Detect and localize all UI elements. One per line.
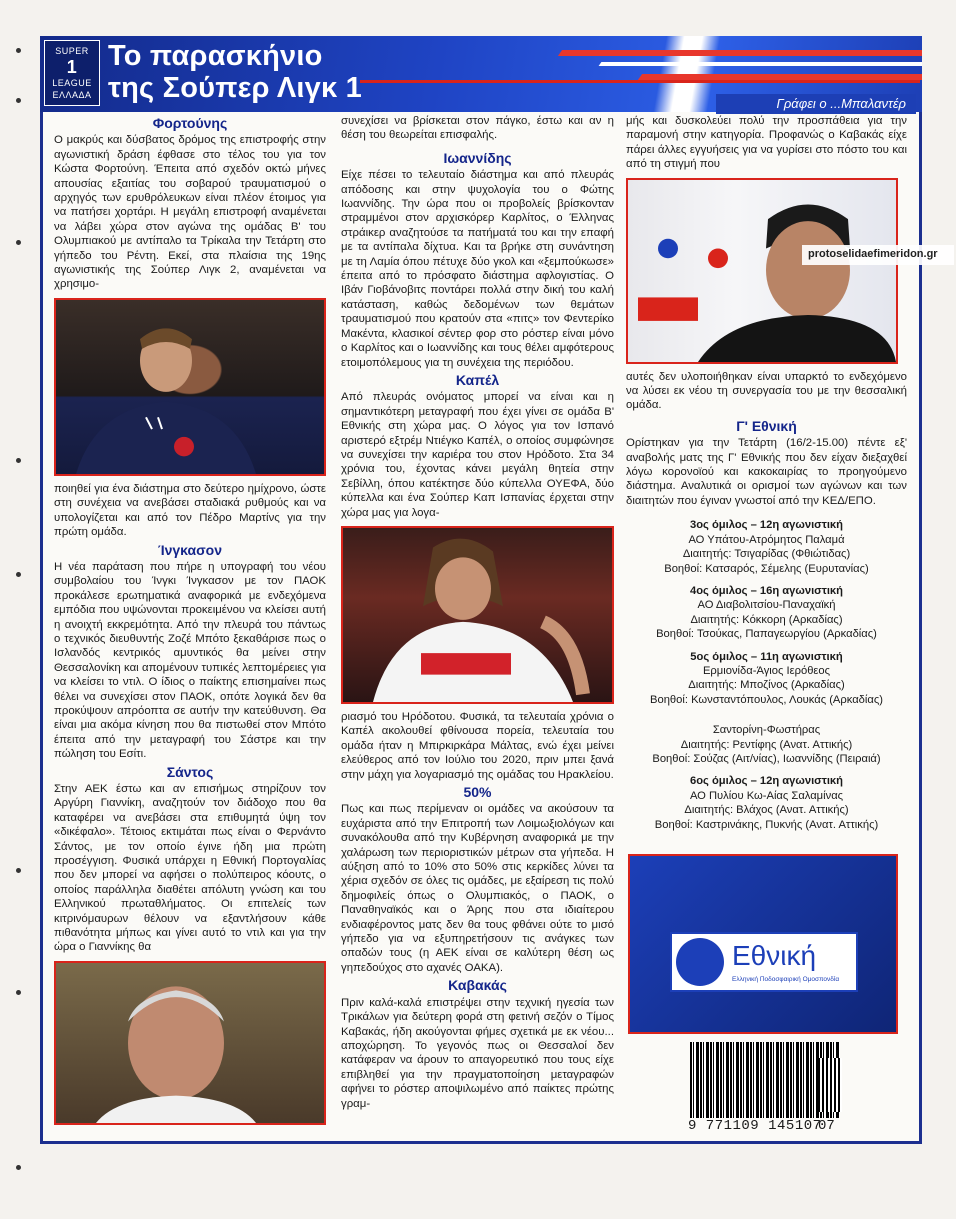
barcode-number: 9 771109 145107 bbox=[688, 1118, 822, 1134]
binding-hole bbox=[16, 98, 21, 103]
watermark: protoselidaefimeridon.gr bbox=[802, 245, 954, 265]
section-title-kavakas: Καβακάς bbox=[448, 977, 507, 994]
football-icon bbox=[676, 938, 724, 986]
photo-santos bbox=[54, 961, 326, 1125]
player-celebrating-icon bbox=[343, 528, 612, 702]
player-silhouette-icon bbox=[56, 300, 324, 474]
fixture-referee: Διαιτητής: Βλάχος (Ανατ. Αττικής) bbox=[684, 804, 849, 817]
page-title bbox=[108, 40, 362, 104]
logo-number: 1 bbox=[66, 57, 78, 77]
fixture-heading: 4ος όμιλος – 16η αγωνιστική bbox=[689, 584, 844, 597]
article-paragraph: μής και δυσκολεύει πολύ την προσπάθεια για την παραμονή στην κατηγορία. Προφανώς ο Καβακάς είχε πάρει άλλες εγγυήσεις για να γυρίσει στο πόστο του και από τη στιγμή που bbox=[626, 115, 907, 171]
article-paragraph: Πως και πως περίμεναν οι ομάδες να ακούσουν τα ευχάριστα από την Επιτροπή των Λοιμωξιολόγων και συνακόλουθα από την Κυβέρνηση αναφορικά με την χαλάρωση των περιοριστικών μέτρων στα γήπεδα. Η αύξηση από το 10% στο 50% στις κερκίδες λύνει τα χέρια σχεδόν σε όλες τις ομάδες, με εξαίρεση τις πολύ δημοφιλείς όπως ο Ολυμπιακός, ο ΠΑΟΚ, ο Παναθηναϊκός και ο Άρης που στα ιδιαίτερου ενδιαφέροντος ματς δεν θα τους φθάνει ούτε το μισό γήπεδο για να εξυπηρετήσουν τις ανάγκες των οπαδών τους (η ΑΕΚ είναι σε καλύτερη θέση ως γηπεδούχος στο αχανές ΟΑΚΑ). bbox=[341, 803, 614, 974]
fixture-assistants: Βοηθοί: Τσούκας, Παπαγεωργίου (Αρκαδίας) bbox=[656, 628, 877, 641]
section-title-ioannidis: Ιωαννίδης bbox=[443, 149, 512, 166]
article-paragraph: ποιηθεί για ένα διάστημα στο δεύτερο ημίχρονο, ώστε στη συνέχεια να ανεβάσει σταδιακά ρυθμούς και να υπολογίζεται και από τον Πέδρο Μαρτίνς για την πρώτη ομάδα. bbox=[54, 482, 326, 539]
fixture-assistants: Βοηθοί: Καστρινάκης, Πυκνής (Ανατ. Αττικής) bbox=[654, 818, 879, 831]
binding-hole bbox=[16, 572, 21, 577]
issue-number: 07 bbox=[818, 1118, 835, 1134]
article-paragraph: Από πλευράς ονόματος μπορεί να είναι και η σημαντικότερη μεταγραφή που έχει γίνει σε ομάδα Β' Εθνικής στη χώρα μας. Ο λόγος για τον Ισπανό αριστερό εξτρέμ Ντιέγκο Καπέλ, ο οποίος συμφώνησε να συνεχίσει την καριέρα του στον Ηρόδοτο. Στα 34 χρόνια του, έχοντας κάνει μεγάλη θητεία στην Σεβίλλη, όπου κατέκτησε δύο κύπελλα ΟΥΕΦΑ, δύο κύπελλα και ένα Σούπερ Καπ Ισπανίας έρχεται στην χώρα μας για λογα- bbox=[341, 391, 614, 519]
fixture-referee: Διαιτητής: Μποζίνος (Αρκαδίας) bbox=[688, 679, 845, 692]
title-line-1: Το παρασκήνιο bbox=[108, 40, 323, 72]
article-paragraph: Η νέα παράταση που πήρε η υπογραφή του νέου συμβολαίου του Ίνγκι Ίνγκασον με τον ΠΑΟΚ προκάλεσε ερωτηματικά αναφορικά με ενδεχόμενα εμπόδια που υψώνονται προκειμένου να κλείσει αυτή η ανοιχτή εκκρεμότητα. Από την πλευρά του πάντως ο τεχνικός διευθυντής Ζοζέ Μπότο ξεκαθάρισε πως ο Ισλανδός κεντρικός αμυντικός θα μείνει στην Θεσσαλονίκη και απομένουν τυπικές λεπτομέρειες για να κλείσει το ντιλ. Ο ίδιος ο παίκτης επισημαίνει πως θέλει να συνεχίσει στον ΠΑΟΚ, οπότε λογικά δεν θα προκύψουν απρόοπτα σε αυτήν την κατεύθυνση. Θα είναι μια ακόμα κίνηση που θα πιστωθεί στον Μπότο έπειτα από την μεταγραφή του Σάστρε και την πώληση του Εσίτι. bbox=[54, 560, 326, 761]
fixture-assistants: Βοηθοί: Κατσαρός, Σέμελης (Ευρυτανίας) bbox=[664, 562, 869, 575]
section-title-fortounis: Φορτούνης bbox=[152, 115, 228, 131]
coach-silhouette-icon bbox=[56, 963, 324, 1123]
fixture-block bbox=[626, 774, 907, 832]
fixture-block bbox=[626, 723, 907, 766]
article-paragraph: Πριν καλά-καλά επιστρέψει στην τεχνική ηγεσία των Τρικάλων για δεύτερη φορά στη φετινή σεζόν ο Τίμος Καβακάς, ήδη ακούγονται φήμες σχετικά με εκ νέου... αποχώρηση. Το γεγονός πως οι Θεσσαλοί δεν κατάφεραν να άρουν το απαγορευτικό που τους είχε επιβληθεί για την πραγματοποίηση μεταγραφών αφήνει το ρόστερ αποψιλωμένο από παίκτες πρώτης γραμ- bbox=[341, 996, 614, 1110]
issue-barcode-icon bbox=[818, 1058, 842, 1112]
column-2 bbox=[341, 114, 614, 1114]
fixture-match: Σαντορίνη-Φωστήρας bbox=[712, 724, 821, 737]
section-title-capel: Καπέλ bbox=[455, 371, 500, 388]
photo-fortounis bbox=[54, 298, 326, 476]
photo-kavakas bbox=[626, 178, 898, 364]
article-paragraph: αυτές δεν υλοποιήθηκαν είναι υπαρκτό το ενδεχόμενο να λύσει εκ νέου τη συνεργασία του με την θεσσαλική ομάδα. bbox=[626, 370, 907, 412]
binding-hole bbox=[16, 868, 21, 873]
article-paragraph: ριασμό του Ηρόδοτου. Φυσικά, τα τελευταία χρόνια ο Καπέλ ακολουθεί φθίνουσα πορεία, τελευταία του ομάδα ήταν η Μπιρκιρκάρα Μάλτας, ενώ έχει μείνει ελεύθερος από τον Ιούλιο του 2020, πριν μπει ξανά στην μάχη για λογαριασμό της ομάδας του Ηρακλείου. bbox=[341, 710, 614, 781]
binding-hole bbox=[16, 990, 21, 995]
logo-text-mid: LEAGUE bbox=[52, 78, 92, 88]
fixture-match: ΑΟ Διαβολιτσίου-Παναχαϊκή bbox=[697, 599, 836, 612]
fixture-block bbox=[626, 584, 907, 642]
column-3 bbox=[626, 114, 907, 840]
fixture-heading: 5ος όμιλος – 11η αγωνιστική bbox=[690, 650, 843, 663]
section-title-ingason: Ίνγκασον bbox=[157, 541, 223, 558]
ethniki-subtitle: Ελληνική Ποδοσφαιρική Ομοσπονδία bbox=[732, 976, 840, 983]
fixture-match: ΑΟ Πυλίου Κω-Αίας Σαλαμίνας bbox=[689, 789, 844, 802]
binding-hole bbox=[16, 48, 21, 53]
fixture-referee: Διαιτητής: Κόκκορη (Αρκαδίας) bbox=[690, 613, 843, 626]
photo-capel bbox=[341, 526, 614, 704]
ethniki-wordmark: Εθνική bbox=[732, 940, 817, 971]
section-title-g-ethniki: Γ' Εθνική bbox=[736, 417, 797, 434]
article-paragraph: Ο μακρύς και δύσβατος δρόμος της επιστροφής στην αγωνιστική δράση έφθασε στο τέλος του για τον Κώστα Φορτούνη. Έπειτα από σχεδόν οκτώ μήνες απουσίας εξαιτίας του σοβαρού τραυματισμού ο αρχηγός των ερυθρόλευκων είναι πλέον έτοιμος για να πατήσει χορτάρι. Η μεγάλη επιστροφή αναμένεται να λάβει χώρα στον αγώνα της ομάδας Β' του Ολυμπιακού με αντίπαλο τα Τρίκαλα την Τετάρτη στο γήπεδο του Ρέντη. Εκεί, στα πλαίσια της 19ης αγωνιστικής της Σούπερ Λιγκ 2, αναμένεται να χρησιμο- bbox=[54, 134, 326, 291]
fixture-block bbox=[626, 518, 907, 576]
fixture-block bbox=[626, 650, 907, 708]
article-paragraph: Ορίστηκαν για την Τετάρτη (16/2-15.00) πέντε εξ' αναβολής ματς της Γ' Εθνικής που δεν είχαν διεξαχθεί λόγω κορονοϊού και κακοκαιρίας το προηγούμενο διάστημα. Αναλυτικά οι ορισμοί των αγώνων και των διαιτητών που έγιναν γνωστοί από την ΚΕΔ/ΕΠΟ. bbox=[626, 437, 907, 507]
section-title-50-percent: 50% bbox=[463, 784, 492, 800]
binding-hole bbox=[16, 458, 21, 463]
fixture-assistants: Βοηθοί: Σούζας (Αιτ/νίας), Ιωαννίδης (Πειραιά) bbox=[652, 752, 881, 765]
title-line-2: της Σούπερ Λιγκ 1 bbox=[108, 72, 362, 104]
binding-hole bbox=[16, 240, 21, 245]
fixture-referee: Διαιτητής: Τσιγαρίδας (Φθιώτιδας) bbox=[682, 548, 851, 561]
fixture-heading: 3ος όμιλος – 12η αγωνιστική bbox=[689, 519, 844, 532]
super-league-logo bbox=[44, 40, 100, 106]
section-title-santos: Σάντος bbox=[166, 763, 214, 780]
logo-text-top: SUPER bbox=[55, 46, 89, 56]
article-paragraph: Είχε πέσει το τελευταίο διάστημα και από πλευράς απόδοσης και στην ψυχολογία του ο Φώτης Ιωαννίδης. Την ώρα που οι προβολείς βρίσκονταν στραμμένοι στον αρχισκόρερ Καρλίτος, ο Έλληνας στράικερ αναζητούσε τα πατήματά του και την επαφή με τα αντίπαλα δίχτυα. Και τα βρήκε στη συνάντηση με τη Λαμία όπου πέτυχε δύο γκολ και «ξεμπούκωσε» έπειτα από το πρόσφατο διάστημα αφλογιστίας. Ο Ιβάν Γιοβάνοβιτς ποντάρει πολλά στην δική του καλή κατάσταση, καθώς δεδομένων των θεμάτων τραυματισμού που κρατούν στα «πιτς» τον Φεντερίκο Μακέντα, κλασικοί σέντερ φορ στο ρόστερ είναι μόνο ο Καρλίτος και ο Ιωαννίδης και τους θέλει αμφότερους ετοιμοπόλεμους για τη συνέχεια της περιόδου. bbox=[341, 169, 614, 369]
ethniki-logo bbox=[670, 932, 858, 992]
fixture-match: ΑΟ Υπάτου-Ατρόμητος Παλαμά bbox=[688, 533, 845, 546]
ethniki-promo-box bbox=[628, 854, 898, 1034]
fixture-heading: 6ος όμιλος – 12η αγωνιστική bbox=[689, 775, 844, 788]
fixture-match: Ερμιονίδα-Άγιος Ιερόθεος bbox=[702, 664, 831, 677]
binding-hole bbox=[16, 1165, 21, 1170]
header-rule bbox=[360, 80, 920, 83]
fixture-referee: Διαιτητής: Ρεντίφης (Ανατ. Αττικής) bbox=[680, 738, 853, 751]
press-conference-icon bbox=[628, 180, 896, 362]
byline: Γράφει ο ...Μπαλαντέρ bbox=[716, 94, 916, 114]
fixture-assistants: Βοηθοί: Κωνσταντόπουλος, Λουκάς (Αρκαδίας) bbox=[650, 693, 883, 706]
article-paragraph: συνεχίσει να βρίσκεται στον πάγκο, έστω και αν η θέση του θεωρείται επισφαλής. bbox=[341, 115, 614, 142]
article-paragraph: Στην ΑΕΚ έστω και αν επισήμως στηρίζουν τον Αργύρη Γιαννίκη, αναζητούν τον διάδοχο που θα καταφέρει να ανεβάσει στα επιθυμητά ύψη τον «δικέφαλο». Τέτοιος εκτιμάται πως είναι ο Φερνάντο Σάντος, με τον οποίο έγινε ήδη μια πρώτη προσέγγιση. Φυσικά υπάρχει η Εθνική Πορτογαλίας που δεν μπορεί να αφήσει ο πολύπειρος κόουτς, ο οποίος παράλληλα διαθέτει απόλυτη γνώση και του Ελληνικού πρωταθλήματος. Οι επιτελείς των κιτρινόμαυρων θέλουν να εξαντλήσουν κάθε πιθανότητα μήπως και γίνει αυτό το ντιλ και για την ώρα ο Γιαννίκης θα bbox=[54, 783, 326, 954]
logo-text-bottom: ΕΛΛΑΔΑ bbox=[52, 90, 92, 100]
column-1 bbox=[54, 114, 326, 1131]
